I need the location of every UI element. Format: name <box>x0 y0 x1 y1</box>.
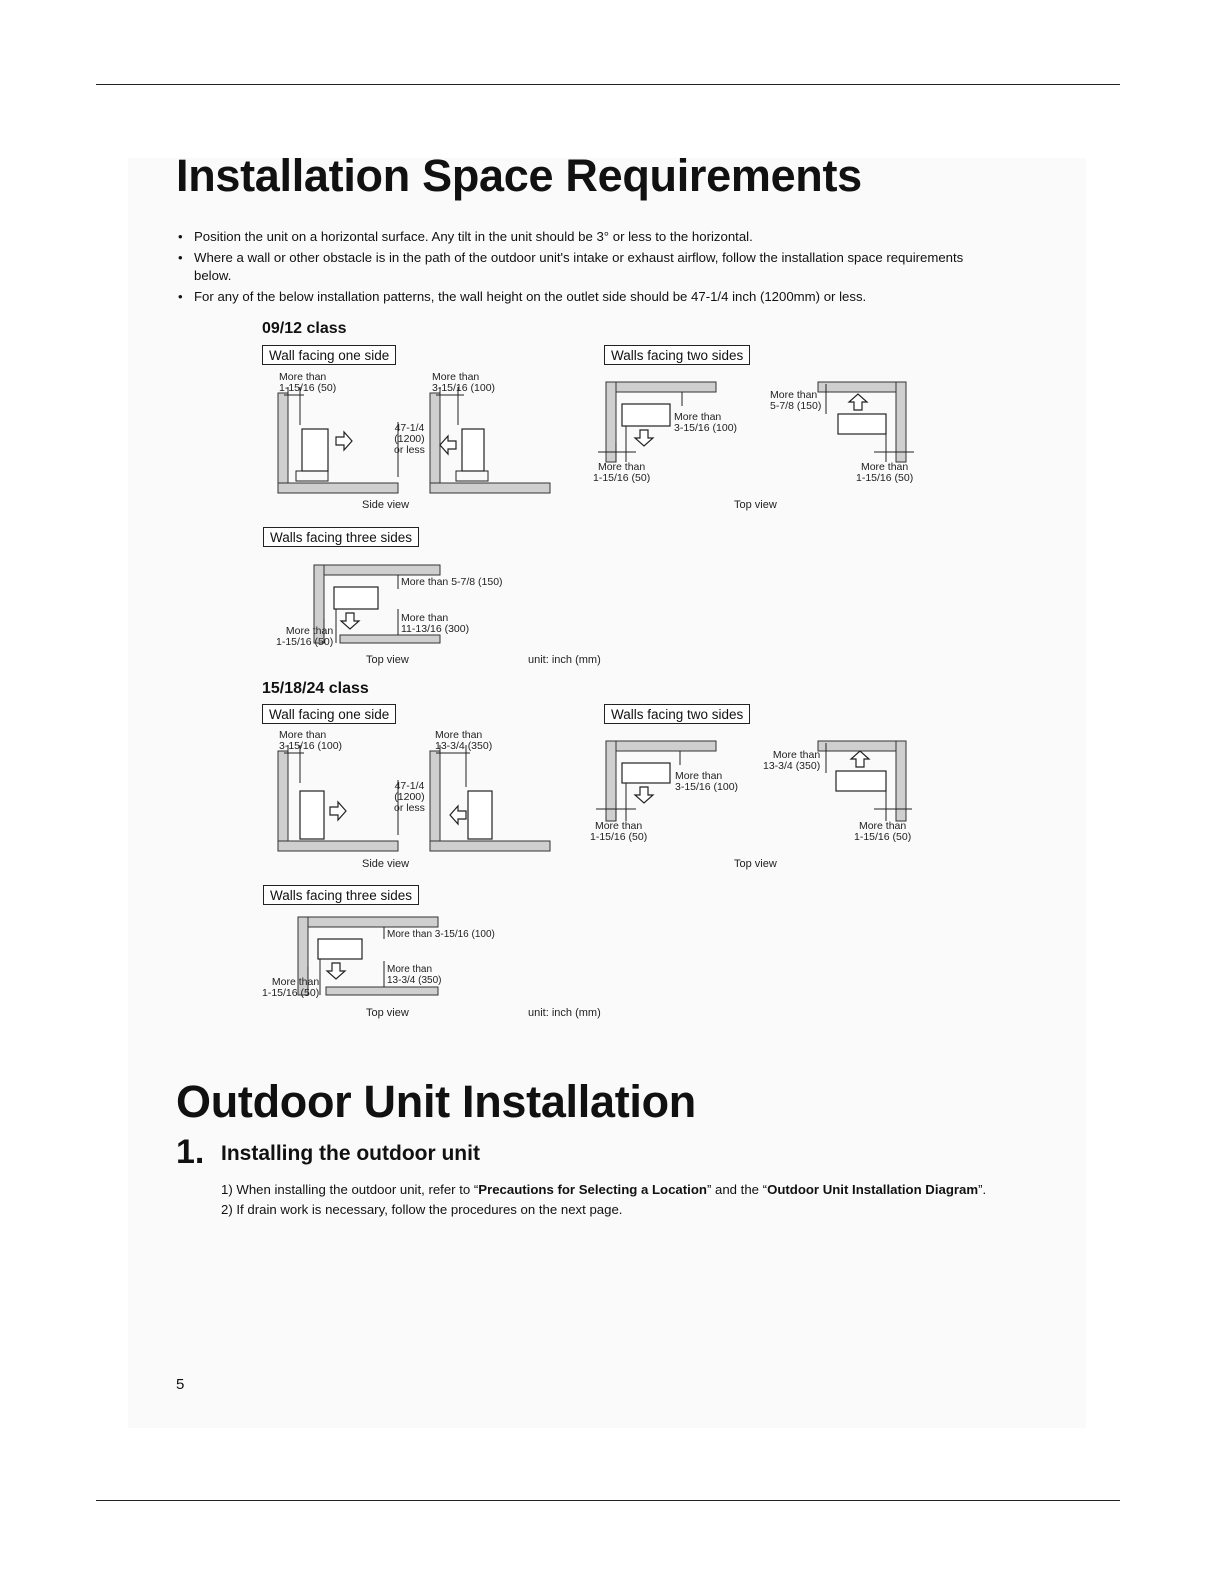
class-b-one-side-label: Wall facing one side <box>262 704 396 724</box>
section-heading: Outdoor Unit Installation <box>176 1076 696 1127</box>
class-b-left-dim: More than 3-15/16 (100) <box>279 729 343 752</box>
class-a-two-a-dim: More than 3-15/16 (100) <box>674 411 738 434</box>
top-rule <box>96 84 1120 85</box>
class-a-three-top: More than 5-7/8 (150) <box>401 576 503 588</box>
class-b-side-view-caption: Side view <box>362 858 410 870</box>
class-b-three-top-view-caption: Top view <box>366 1007 409 1019</box>
class-b-three-top: More than 3-15/16 (100) <box>387 929 495 940</box>
class-b-two-a-bottom: More than 1-15/16 (50) <box>590 820 648 843</box>
class-a-three-sides-label: Walls facing three sides <box>263 527 419 547</box>
class-a-left-dim: More than 1-15/16 (50) <box>279 371 337 394</box>
bullet-text: Position the unit on a horizontal surface. Any tilt in the unit should be 3° or less to the horizontal. <box>194 229 753 244</box>
class-b-three-left: More than 1-15/16 (50) <box>262 976 320 999</box>
class-b-right-dim: More than 13-3/4 (350) <box>435 729 493 752</box>
class-a-one-side-label: Wall facing one side <box>262 345 396 365</box>
class-b-three-right: More than 13-3/4 (350) <box>387 964 442 986</box>
class-a-right-dim: More than 3-15/16 (100) <box>432 371 496 394</box>
class-b-two-b-bottom: More than 1-15/16 (50) <box>854 820 912 843</box>
class-a-height-dim: 47-1/4 (1200) or less <box>394 422 425 456</box>
bullet-list <box>176 228 976 308</box>
steps-list <box>221 1180 986 1220</box>
class-b-height-dim: 47-1/4 (1200) or less <box>394 780 425 814</box>
class-a-two-b-bottom: More than 1-15/16 (50) <box>856 461 914 484</box>
bullet-item: • Where a wall or other obstacle is in the path of the outdoor unit's intake or exhaust airflow, follow the installation space requirements below. <box>178 249 964 283</box>
class-b-three-sides-label: Walls facing three sides <box>263 885 419 905</box>
bottom-rule <box>96 1500 1120 1501</box>
class-a-two-sides-label: Walls facing two sides <box>604 345 750 365</box>
class-a-two-sides-diagram <box>596 380 916 470</box>
bullet-item: • Position the unit on a horizontal surface. Any tilt in the unit should be 3° or less to the horizontal. <box>178 229 753 244</box>
section-number: 1. <box>176 1133 205 1171</box>
section-title: Installing the outdoor unit <box>221 1142 480 1165</box>
class-b-two-a-dim: More than 3-15/16 (100) <box>675 770 739 793</box>
bullet-item: • For any of the below installation patterns, the wall height on the outlet side should be 47-1/4 inch (1200mm) or less. <box>178 288 867 304</box>
class-a-title: 09/12 class <box>262 320 347 337</box>
class-b-two-sides-diagram <box>594 739 914 829</box>
bullet-text: For any of the below installation patterns, the wall height on the outlet side should be 47-1/4 inch (1200mm) or less. <box>194 288 867 304</box>
page-title: Installation Space Requirements <box>176 150 862 201</box>
class-a-side-view-caption: Side view <box>362 499 410 511</box>
step-2: 2) If drain work is necessary, follow the procedures on the next page. <box>221 1202 623 1217</box>
class-b-two-sides-label: Walls facing two sides <box>604 704 750 724</box>
class-b-unit-note: unit: inch (mm) <box>528 1007 601 1019</box>
class-a-two-a-bottom: More than 1-15/16 (50) <box>593 461 651 484</box>
class-a-three-top-view-caption: Top view <box>366 654 409 666</box>
class-b-two-b-top: More than 13-3/4 (350) <box>763 749 821 772</box>
class-a-unit-note: unit: inch (mm) <box>528 654 601 666</box>
class-b-top-view-caption: Top view <box>734 858 777 870</box>
bullet-text: Where a wall or other obstacle is in the path of the outdoor unit's intake or exhaust airflow, follow the installation space requirements below. <box>194 249 964 283</box>
step-1: 1) When installing the outdoor unit, refer to “Precautions for Selecting a Location” and the “Outdoor Unit Installation Diagram”. <box>221 1182 987 1197</box>
class-a-two-b-top: More than 5-7/8 (150) <box>770 389 822 412</box>
class-a-three-left: More than 1-15/16 (50) <box>276 625 334 648</box>
class-a-three-right: More than 11-13/16 (300) <box>401 612 470 635</box>
page-number: 5 <box>176 1376 185 1393</box>
class-a-top-view-caption: Top view <box>734 499 777 511</box>
class-b-title: 15/18/24 class <box>262 680 369 697</box>
